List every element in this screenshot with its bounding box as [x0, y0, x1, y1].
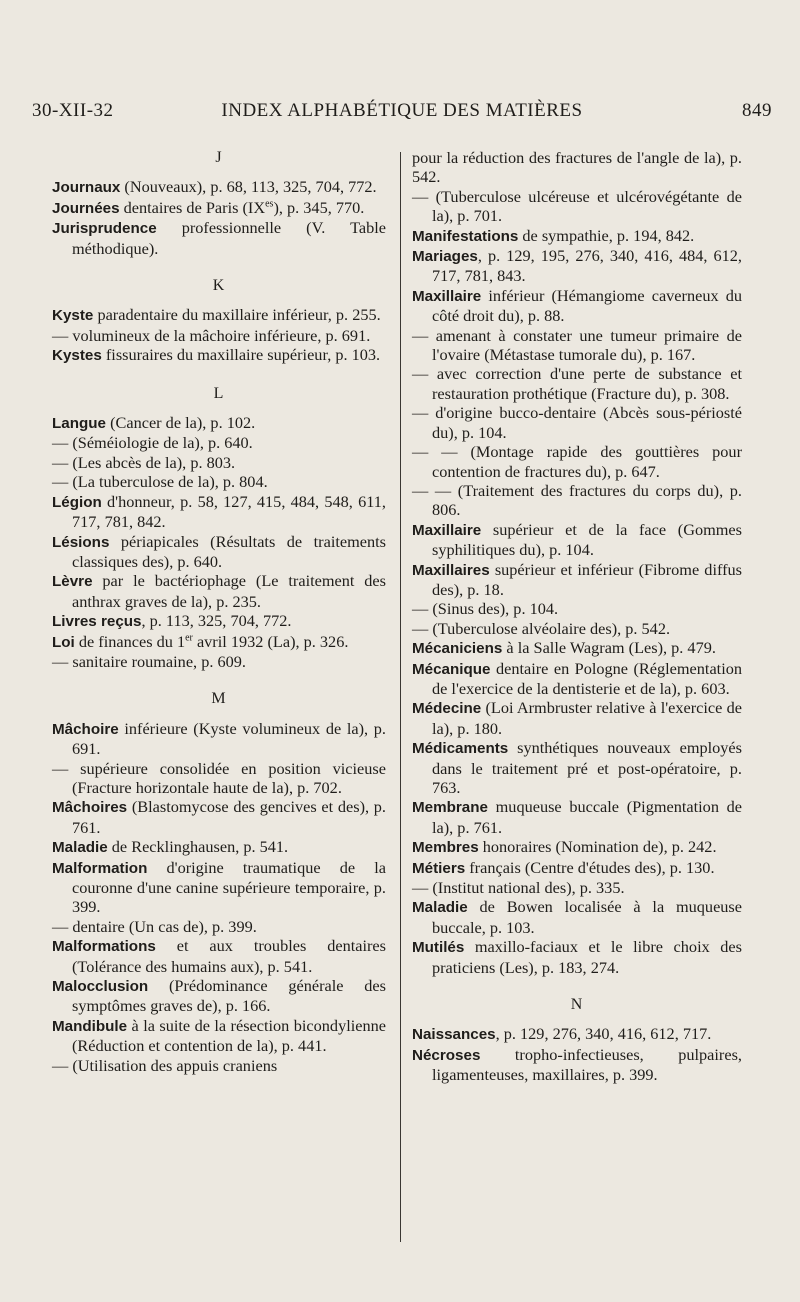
- entry-text: par le bactériophage (Le traitement des anthrax graves de la), p. 235.: [72, 571, 386, 611]
- index-entry: [412, 364, 742, 403]
- index-entry: [52, 198, 386, 218]
- index-entry: [412, 698, 742, 738]
- entry-text: pour la réduction des fractures de l'angle de la), p. 542.: [412, 148, 742, 187]
- index-entry: [52, 305, 386, 325]
- section-spacer: [412, 977, 742, 995]
- entry-text: — volumineux de la mâchoire inférieure, p. 691.: [52, 325, 371, 345]
- index-entry: [412, 520, 742, 560]
- entry-keyword: Mécanique: [412, 660, 491, 678]
- entry-text: français (Centre d'études des), p. 130.: [465, 857, 715, 877]
- entry-keyword: Journaux: [52, 179, 121, 197]
- index-entry: [52, 632, 386, 652]
- entry-keyword: Mandibule: [52, 1017, 128, 1035]
- index-entry: [412, 858, 742, 878]
- entry-keyword: Malformations: [52, 938, 156, 956]
- entry-keyword: Manifestations: [412, 227, 519, 245]
- index-entry: [412, 226, 742, 246]
- index-entry: [52, 177, 386, 197]
- index-entry: [52, 1056, 386, 1075]
- index-entry: [412, 878, 742, 897]
- entry-text: , p. 129, 195, 276, 340, 416, 484, 612, 717, 781, 843.: [432, 246, 742, 286]
- section-letter: M: [211, 690, 227, 708]
- index-entry: [412, 897, 742, 937]
- entry-text: , p. 113, 325, 704, 772.: [141, 611, 292, 631]
- entry-text: avril 1932 (La), p. 326.: [192, 631, 349, 651]
- index-entry: [52, 976, 386, 1016]
- entry-keyword: Métiers: [412, 859, 466, 877]
- index-entry: [412, 481, 742, 520]
- entry-text: — sanitaire roumaine, p. 609.: [52, 651, 246, 671]
- entry-superscript: er: [185, 632, 193, 644]
- index-entry: [52, 413, 386, 433]
- index-entry: [52, 1016, 386, 1056]
- page-number: 849: [742, 100, 772, 121]
- entry-text: — amenant à constater une tumeur primaire de l'ovaire (Métastase tumorale du), p. 167.: [412, 325, 742, 365]
- index-entry: [52, 492, 386, 532]
- entry-keyword: Malocclusion: [52, 978, 149, 996]
- entry-text: , p. 129, 276, 340, 416, 612, 717.: [495, 1024, 712, 1044]
- index-entry: [52, 652, 386, 671]
- entry-text: d'honneur, p. 58, 127, 415, 484, 548, 611, 717, 781, 842.: [72, 491, 386, 532]
- index-entry: [52, 759, 386, 798]
- entry-text: inférieure (Kyste volumineux de la), p. 691.: [72, 718, 386, 759]
- entry-keyword: Membrane: [412, 799, 488, 817]
- entry-text: dentaires de Paris (IX: [119, 197, 266, 217]
- entry-text: tropho-infectieuses, pulpaires, ligamenteuses, maxillaires, p. 399.: [432, 1044, 742, 1085]
- index-entry: [52, 858, 386, 917]
- index-entry: [52, 472, 386, 491]
- entry-text: maxillo-faciaux et le libre choix des praticiens (Les), p. 183, 274.: [432, 937, 742, 977]
- entry-text: ), p. 345, 770.: [273, 197, 365, 217]
- index-entry: [412, 187, 742, 226]
- index-entry: [412, 738, 742, 797]
- index-entry: [412, 326, 742, 365]
- entry-keyword: Maladie: [52, 839, 108, 857]
- index-entry: [412, 1024, 742, 1044]
- index-entry: [412, 599, 742, 618]
- section-spacer: [52, 258, 386, 276]
- page-header: [32, 100, 772, 130]
- entry-keyword: Naissances: [412, 1026, 496, 1044]
- index-entry: [52, 611, 386, 631]
- entry-keyword: Maxillaires: [412, 561, 490, 579]
- entry-text: — (Les abcès de la), p. 803.: [52, 452, 236, 472]
- header-title: INDEX ALPHABÉTIQUE DES MATIÈRES: [221, 100, 583, 121]
- entry-text: — — (Montage rapide des gouttières pour contention de fractures du), p. 647.: [412, 442, 742, 481]
- entry-text: de Recklinghausen, p. 541.: [107, 837, 289, 857]
- column-divider: [400, 152, 401, 1242]
- section-spacer: [52, 366, 386, 384]
- index-entry: [412, 560, 742, 600]
- entry-text: — (Tuberculose alvéolaire des), p. 542.: [412, 618, 671, 638]
- entry-text: muqueuse buccale (Pigmentation de la), p. 761.: [432, 797, 742, 837]
- index-entry: [52, 936, 386, 976]
- section-letter: J: [215, 149, 223, 166]
- index-entry: [412, 797, 742, 837]
- entry-text: (Cancer de la), p. 102.: [106, 413, 256, 433]
- index-entry: [52, 797, 386, 837]
- index-entry: [412, 638, 742, 658]
- entry-keyword: Jurisprudence: [52, 220, 157, 238]
- entry-text: dentaire en Pologne (Réglementation de l'exercice de la dentisterie et de la), p. 603.: [432, 658, 742, 698]
- entry-text: à la Salle Wagram (Les), p. 479.: [502, 638, 716, 658]
- left-column: [52, 148, 386, 1075]
- section-letter: K: [212, 277, 226, 295]
- entry-keyword: Lèvre: [52, 573, 93, 591]
- entry-text: — avec correction d'une perte de substance et restauration prothétique (Fracture du), p. 308.: [412, 364, 742, 403]
- right-column: [412, 148, 742, 1085]
- entry-keyword: Maladie: [412, 899, 468, 917]
- section-letter: L: [213, 384, 225, 402]
- header-date: 30-XII-32: [32, 100, 114, 121]
- index-entry: [52, 571, 386, 611]
- entry-text: à la suite de la résection bicondylienne (Réduction et contention de la), p. 441.: [72, 1015, 386, 1056]
- index-entry: [52, 917, 386, 936]
- entry-keyword: Journées: [52, 199, 120, 217]
- entry-text: inférieur (Hémangiome caverneux du côté droit du), p. 88.: [432, 285, 742, 326]
- entry-text: (Loi Armbruster relative à l'exercice de la), p. 180.: [432, 698, 742, 738]
- entry-text: — (Tuberculose ulcéreuse et ulcérovégétante de la), p. 701.: [412, 186, 742, 226]
- entry-text: — (Séméiologie de la), p. 640.: [52, 433, 253, 453]
- entry-text: périapicales (Résultats de traitements classiques des), p. 640.: [72, 531, 386, 571]
- entry-keyword: Mâchoires: [52, 799, 128, 817]
- index-entry: [412, 619, 742, 638]
- entry-text: (Blastomycose des gencives et des), p. 761.: [72, 797, 386, 837]
- entry-text: supérieur et de la face (Gommes syphilitiques du), p. 104.: [432, 519, 742, 560]
- entry-text: — dentaire (Un cas de), p. 399.: [52, 916, 257, 936]
- index-entry: [412, 937, 742, 977]
- index-entry: [412, 246, 742, 286]
- entry-text: honoraires (Nomination de), p. 242.: [478, 837, 717, 857]
- entry-text: — (Institut national des), p. 335.: [412, 878, 625, 898]
- index-entry: [52, 719, 386, 759]
- index-entry: [52, 433, 386, 452]
- index-entry: [52, 326, 386, 345]
- section-letter: N: [570, 996, 584, 1014]
- entry-text: (Prédominance générale des symptômes graves de), p. 166.: [72, 976, 386, 1016]
- entry-keyword: Malformation: [52, 859, 148, 877]
- index-entry: [52, 345, 386, 365]
- entry-keyword: Maxillaire: [412, 287, 482, 305]
- entry-keyword: Mâchoire: [52, 720, 119, 738]
- index-entry: [412, 403, 742, 442]
- entry-keyword: Kystes: [52, 347, 102, 365]
- entry-keyword: Mécaniciens: [412, 640, 503, 658]
- entry-keyword: Membres: [412, 839, 479, 857]
- entry-keyword: Mutilés: [412, 939, 465, 957]
- entry-text: — (La tuberculose de la), p. 804.: [52, 472, 268, 492]
- section-spacer: [52, 671, 386, 689]
- index-entry: [412, 837, 742, 857]
- index-entry: [412, 148, 742, 187]
- entry-keyword: Langue: [52, 415, 107, 433]
- entry-text: — d'origine bucco-dentaire (Abcès sous-périosté du), p. 104.: [412, 403, 742, 442]
- index-entry: [52, 218, 386, 258]
- entry-text: professionnelle (V. Table méthodique).: [72, 218, 386, 258]
- entry-keyword: Livres reçus: [52, 613, 142, 631]
- entry-text: (Nouveaux), p. 68, 113, 325, 704, 772.: [120, 177, 377, 197]
- index-entry: [52, 453, 386, 472]
- entry-keyword: Médecine: [412, 700, 482, 718]
- entry-text: et aux troubles dentaires (Tolérance des humains aux), p. 541.: [72, 936, 386, 976]
- entry-text: d'origine traumatique de la couronne d'une canine supérieure temporaire, p. 399.: [72, 857, 386, 917]
- index-entry: [412, 1045, 742, 1085]
- entry-keyword: Légion: [52, 493, 102, 511]
- entry-text: supérieur et inférieur (Fibrome diffus des), p. 18.: [432, 559, 742, 599]
- entry-text: paradentaire du maxillaire inférieur, p. 255.: [93, 305, 381, 325]
- entry-text: — (Utilisation des appuis craniens: [52, 1055, 278, 1075]
- entry-text: de Bowen localisée à la muqueuse buccale, p. 103.: [432, 897, 742, 937]
- entry-keyword: Lésions: [52, 533, 110, 551]
- index-entry: [412, 286, 742, 326]
- entry-text: — supérieure consolidée en position vicieuse (Fracture horizontale haute de la), p. 702.: [52, 758, 386, 797]
- entry-keyword: Loi: [52, 633, 75, 651]
- entry-text: de sympathie, p. 194, 842.: [518, 225, 695, 245]
- entry-text: — — (Traitement des fractures du corps du), p. 806.: [412, 480, 742, 520]
- index-entry: [412, 659, 742, 699]
- index-entry: [52, 532, 386, 572]
- entry-keyword: Mariages: [412, 248, 478, 266]
- entry-text: synthétiques nouveaux employés dans le traitement pré et post-opératoire, p. 763.: [432, 738, 742, 797]
- entry-keyword: Maxillaire: [412, 521, 482, 539]
- entry-keyword: Nécroses: [412, 1046, 481, 1064]
- entry-keyword: Kyste: [52, 307, 94, 325]
- index-entry: [52, 837, 386, 857]
- entry-text: fissuraires du maxillaire supérieur, p. 103.: [101, 345, 381, 365]
- entry-text: de finances du 1: [74, 631, 186, 651]
- entry-keyword: Médicaments: [412, 740, 509, 758]
- index-entry: [412, 442, 742, 481]
- entry-text: — (Sinus des), p. 104.: [412, 599, 559, 619]
- entry-superscript: es: [265, 198, 274, 210]
